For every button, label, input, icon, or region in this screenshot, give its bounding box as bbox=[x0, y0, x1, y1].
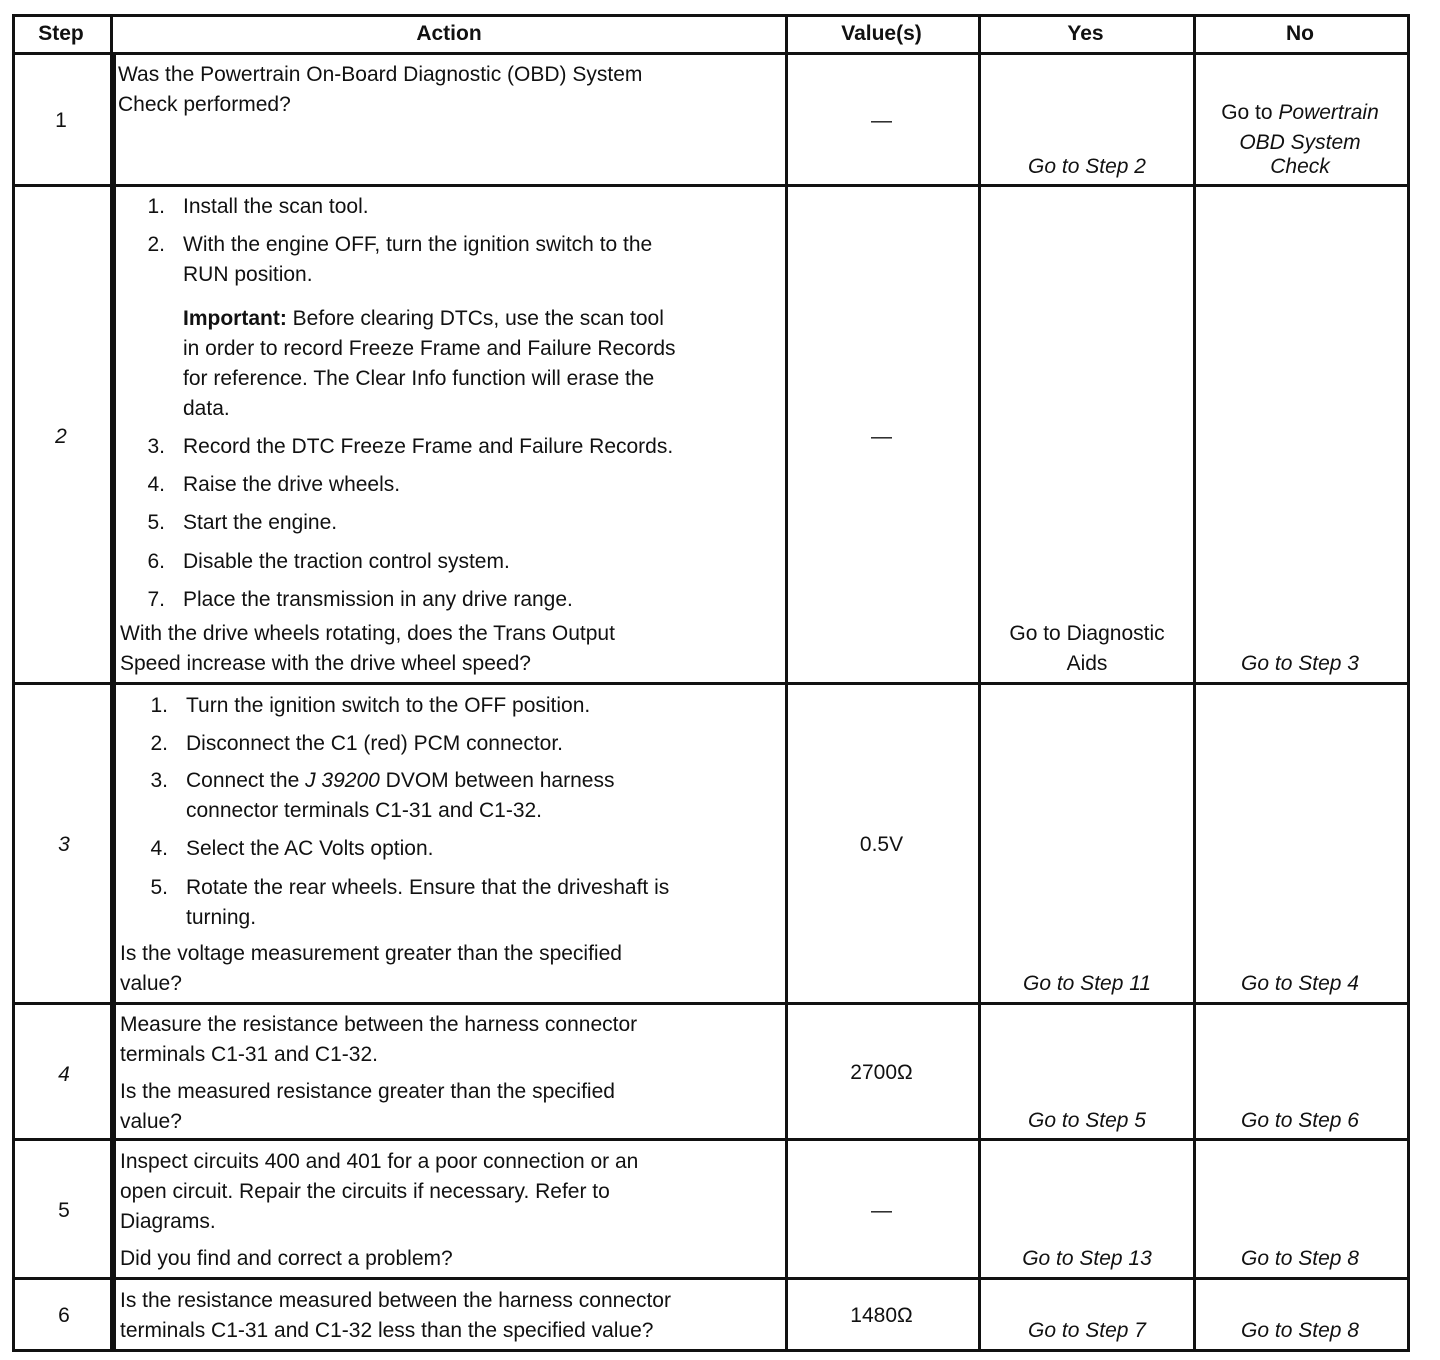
action-question: value? bbox=[120, 1110, 182, 1133]
list-number: 5. bbox=[150, 876, 168, 899]
no-link-target: Powertrain bbox=[1278, 101, 1379, 124]
action-question: With the drive wheels rotating, does the Trans Output bbox=[120, 622, 615, 645]
no-link[interactable]: Go to Step 3 bbox=[1241, 652, 1359, 675]
list-number: 3. bbox=[150, 769, 168, 792]
tool-reference: J 39200 bbox=[305, 769, 380, 792]
value-cell: 2700Ω bbox=[850, 1061, 913, 1084]
list-number: 5. bbox=[147, 511, 165, 534]
no-link-prefix: Go to bbox=[1221, 101, 1273, 124]
no-link[interactable]: Go to Step 6 bbox=[1241, 1109, 1359, 1132]
value-cell: — bbox=[871, 425, 892, 448]
list-number: 2. bbox=[147, 233, 165, 256]
yes-link[interactable]: Go to Step 2 bbox=[1028, 155, 1146, 178]
list-item: Install the scan tool. bbox=[183, 195, 369, 218]
column-divider bbox=[978, 14, 981, 1352]
step-number: 2 bbox=[55, 425, 67, 448]
no-link[interactable]: Go to Step 8 bbox=[1241, 1319, 1359, 1342]
yes-link[interactable]: Go to Step 13 bbox=[1022, 1247, 1152, 1270]
list-number: 6. bbox=[147, 550, 165, 573]
action-text: Measure the resistance between the harness connector bbox=[120, 1013, 638, 1036]
step-number: 6 bbox=[58, 1304, 70, 1327]
value-cell: 0.5V bbox=[859, 833, 904, 856]
list-item: Disable the traction control system. bbox=[183, 550, 510, 573]
header-yes: Yes bbox=[1067, 22, 1104, 45]
row-divider bbox=[12, 682, 1410, 685]
important-text: Before clearing DTCs, use the scan tool bbox=[292, 307, 664, 330]
list-number: 1. bbox=[147, 195, 165, 218]
yes-link[interactable]: Go to Step 7 bbox=[1028, 1319, 1146, 1342]
action-text: open circuit. Repair the circuits if necessary. Refer to bbox=[120, 1180, 610, 1203]
important-note bbox=[183, 304, 664, 334]
value-cell: — bbox=[871, 1199, 892, 1222]
yes-link[interactable]: Aids bbox=[1066, 652, 1108, 675]
list-item-text: Connect the bbox=[186, 769, 300, 792]
no-link[interactable] bbox=[1193, 98, 1407, 128]
list-item: Turn the ignition switch to the OFF position. bbox=[186, 694, 591, 717]
list-item: Select the AC Volts option. bbox=[186, 837, 434, 860]
list-item: Place the transmission in any drive range. bbox=[183, 588, 573, 611]
step-number: 4 bbox=[58, 1063, 70, 1086]
step-number: 5 bbox=[58, 1199, 70, 1222]
list-item: connector terminals C1-31 and C1-32. bbox=[186, 799, 543, 822]
no-link-target[interactable]: OBD System bbox=[1239, 131, 1361, 154]
action-question: Did you find and correct a problem? bbox=[120, 1247, 453, 1270]
list-number: 7. bbox=[147, 588, 165, 611]
list-number: 1. bbox=[150, 694, 168, 717]
action-question: Is the resistance measured between the harness connector bbox=[120, 1289, 671, 1312]
column-divider bbox=[113, 52, 116, 1352]
no-link[interactable]: Go to Step 8 bbox=[1241, 1247, 1359, 1270]
list-item bbox=[186, 766, 614, 796]
list-item: turning. bbox=[186, 906, 257, 929]
action-text: Diagrams. bbox=[120, 1210, 216, 1233]
list-item: Rotate the rear wheels. Ensure that the driveshaft is bbox=[186, 876, 670, 899]
table-border-left bbox=[12, 14, 15, 1352]
important-text: for reference. The Clear Info function will erase the bbox=[183, 367, 655, 390]
step-number: 3 bbox=[58, 833, 70, 856]
action-question: Speed increase with the drive wheel speed? bbox=[120, 652, 531, 675]
yes-link[interactable]: Go to Step 11 bbox=[1022, 972, 1152, 995]
action-question: terminals C1-31 and C1-32 less than the specified value? bbox=[120, 1319, 654, 1342]
action-text: Inspect circuits 400 and 401 for a poor connection or an bbox=[120, 1150, 639, 1173]
list-number: 2. bbox=[150, 732, 168, 755]
action-text: terminals C1-31 and C1-32. bbox=[120, 1043, 378, 1066]
table-border-bottom bbox=[12, 1349, 1410, 1352]
list-number: 4. bbox=[150, 837, 168, 860]
important-text: data. bbox=[183, 397, 230, 420]
no-link-target[interactable]: Check bbox=[1270, 155, 1330, 178]
list-item-text: DVOM between harness bbox=[385, 769, 615, 792]
action-question: Is the voltage measurement greater than the specified bbox=[120, 942, 622, 965]
column-divider bbox=[785, 14, 788, 1352]
action-text: Check performed? bbox=[118, 93, 291, 116]
column-divider bbox=[1193, 14, 1196, 1352]
list-item: Record the DTC Freeze Frame and Failure Records. bbox=[183, 435, 674, 458]
action-question: Is the measured resistance greater than the specified bbox=[120, 1080, 615, 1103]
value-cell: — bbox=[871, 109, 892, 132]
header-no: No bbox=[1286, 22, 1314, 45]
list-number: 4. bbox=[147, 473, 165, 496]
no-link[interactable]: Go to Step 4 bbox=[1241, 972, 1359, 995]
table-border-right bbox=[1407, 14, 1410, 1352]
important-text: in order to record Freeze Frame and Failure Records bbox=[183, 337, 676, 360]
list-item: Disconnect the C1 (red) PCM connector. bbox=[186, 732, 563, 755]
list-item: RUN position. bbox=[183, 263, 313, 286]
action-question: value? bbox=[120, 972, 182, 995]
row-divider bbox=[12, 1138, 1410, 1141]
yes-link[interactable]: Go to Step 5 bbox=[1028, 1109, 1146, 1132]
list-number: 3. bbox=[147, 435, 165, 458]
header-values: Value(s) bbox=[841, 22, 922, 45]
yes-link[interactable]: Go to Diagnostic bbox=[1009, 622, 1165, 645]
value-cell: 1480Ω bbox=[850, 1304, 913, 1327]
row-divider bbox=[12, 184, 1410, 187]
row-divider bbox=[12, 1002, 1410, 1005]
list-item: Raise the drive wheels. bbox=[183, 473, 401, 496]
header-action: Action bbox=[416, 22, 482, 45]
important-label: Important: bbox=[183, 307, 287, 330]
row-divider bbox=[12, 1277, 1410, 1280]
list-item: Start the engine. bbox=[183, 511, 338, 534]
header-step: Step bbox=[38, 22, 84, 45]
list-item: With the engine OFF, turn the ignition switch to the bbox=[183, 233, 653, 256]
step-number: 1 bbox=[55, 109, 67, 132]
action-text: Was the Powertrain On-Board Diagnostic (OBD) System bbox=[118, 63, 643, 86]
